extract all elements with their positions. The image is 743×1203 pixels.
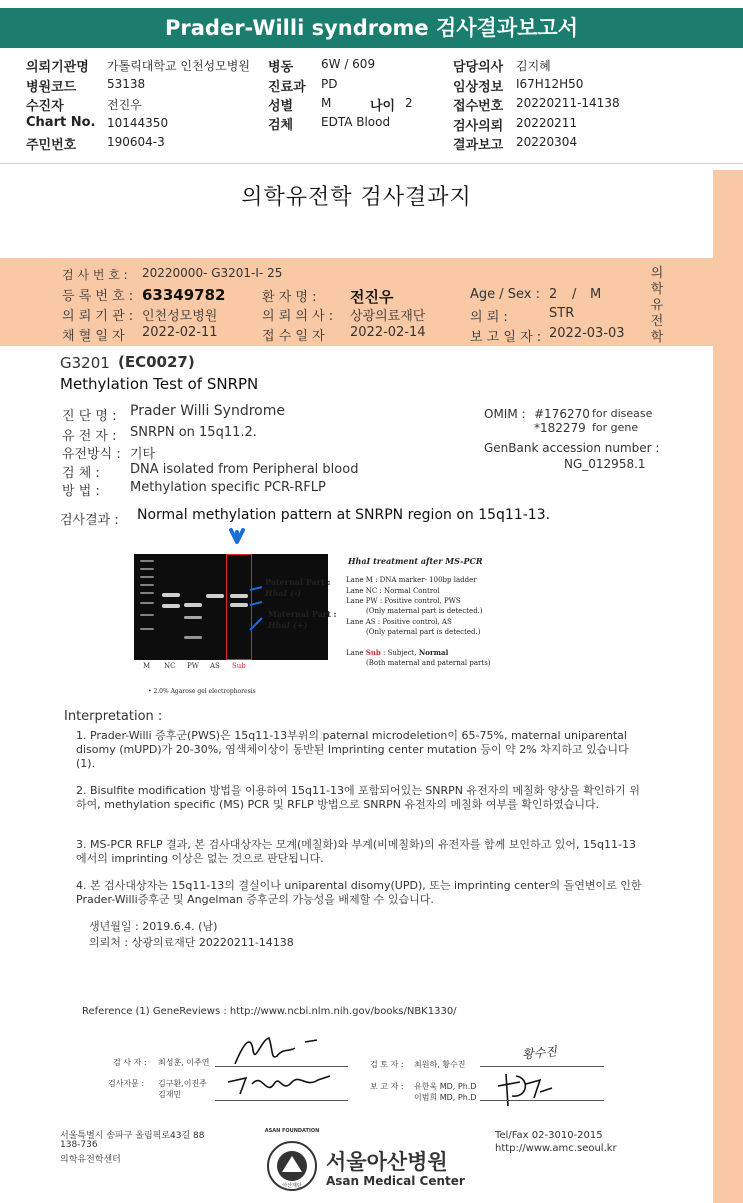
signature-stroke <box>228 1076 330 1094</box>
reviewer: 최원하, 황수진 <box>414 1060 466 1069</box>
logo-sub: 아산재단 <box>282 1183 302 1189</box>
interpretation-paragraph: 2. Bisulfite modification 방법을 이용하여 15q11-13에 포함되어있는 SNRPN 유전자의 메칠화 양상을 확인하기 위하여, methylation specific (MS) PCR 및 RFLP 방법으로 SNRPN 유전자의 메칠화 여부를 확인하였습니다. <box>76 784 640 811</box>
gel-band <box>140 602 154 604</box>
maternal-enzyme: HhaI (+) <box>268 620 308 630</box>
report-header <box>0 50 743 158</box>
doctor: 상광의료재단 <box>350 309 426 324</box>
header-field: 병원코드 <box>26 80 77 95</box>
header-value: M <box>321 96 332 110</box>
inheritance: 기타 <box>130 447 156 462</box>
report-date-label: 보 고 일 자 : <box>470 330 542 345</box>
reg-no: 63349782 <box>142 286 226 304</box>
header-field: 임상정보 <box>453 80 504 95</box>
legend-sub-normal: Normal <box>418 648 449 657</box>
reviewer-signature: 황수진 <box>521 1044 558 1062</box>
requester-note: 의뢰처 : 상광의료재단 20220211-14138 <box>89 936 294 949</box>
detail-label: 유 전 자 : <box>62 429 117 444</box>
arrow-down-shape <box>231 530 243 542</box>
header-field: 수진자 <box>26 99 64 114</box>
legend-line: Lane NC : Normal Control <box>346 587 440 595</box>
reference: Reference (1) GeneReviews : http://www.ncbi.nlm.nih.gov/books/NBK1330/ <box>82 1006 457 1017</box>
document-title: 의학유전학 검사결과지 <box>241 185 472 210</box>
reviewer-label: 검 토 자 : <box>370 1060 404 1069</box>
header-value: 6W / 609 <box>321 57 376 71</box>
institution: 인천성모병원 <box>142 309 218 324</box>
test-code: G3201 <box>60 354 110 372</box>
gel-band <box>140 592 154 594</box>
report-title: Prader-Willi syndrome 검사결과보고서 <box>0 8 743 48</box>
header-value: EDTA Blood <box>321 115 391 129</box>
lane-label: PW <box>187 662 199 670</box>
address-line-1: 서울특별시 송파구 올림픽로43길 88 <box>60 1131 205 1141</box>
hospital-name-en: Asan Medical Center <box>326 1174 465 1188</box>
gel-band <box>184 603 202 607</box>
age: 2 <box>549 287 558 302</box>
interpretation-paragraph: 4. 본 검사대상자는 15q11-13의 결실이나 uniparental disomy(UPD), 또는 imprinting center의 돌연변이로 인한 Prader-Willi증후군 및 Angelman 증후군의 가능성을 배제할 수 있습니다. <box>76 879 642 906</box>
gel-band <box>140 628 154 630</box>
detail-label: 검 체 : <box>62 466 100 481</box>
maternal-arrow-2 <box>250 618 262 630</box>
genbank-label: GenBank accession number : <box>484 441 660 455</box>
advisor-2: 김재민 <box>158 1090 182 1099</box>
tel-fax: Tel/Fax 02-3010-2015 <box>495 1130 603 1141</box>
header-value: I67H12H50 <box>516 77 584 91</box>
header-field: 검체 <box>268 118 294 133</box>
paternal-enzyme: HhaI (-) <box>265 588 301 598</box>
legend-title: HhaI treatment after MS-PCR <box>348 556 483 566</box>
doctor-label: 의 뢰 의 사 : <box>262 309 334 324</box>
header-value: 전진우 <box>107 98 142 112</box>
reporter-label: 보 고 자 : <box>370 1082 404 1091</box>
legend-line: (Only maternal part is detected.) <box>366 607 483 615</box>
maternal-label: Maternal Part : <box>268 609 337 619</box>
result-label: 검사결과 : <box>60 513 119 528</box>
exam-no: 20220000- G3201-I- 25 <box>142 266 283 280</box>
interpretation-title: Interpretation : <box>64 709 163 724</box>
header-value: 김지혜 <box>516 59 551 73</box>
header-field: 결과보고 <box>453 138 504 153</box>
signature-line <box>215 1100 348 1101</box>
header-value: 190604-3 <box>107 135 165 149</box>
gene: SNRPN on 15q11.2. <box>130 425 257 440</box>
collect-date: 2022-02-11 <box>142 325 218 340</box>
signature-stroke <box>235 1038 317 1064</box>
header-field: 진료과 <box>268 80 306 95</box>
lane-label: M <box>143 662 151 670</box>
header-divider <box>0 163 743 164</box>
header-field: 성별 <box>268 99 294 114</box>
header-field: 의뢰기관명 <box>26 60 89 75</box>
signature-stroke <box>498 1074 552 1106</box>
gel-band <box>162 593 180 597</box>
gel-caption: • 2.0% Agarose gel electrophoresis <box>148 688 256 695</box>
method: Methylation specific PCR-RFLP <box>130 480 326 495</box>
header-value: PD <box>321 77 338 91</box>
header-field: Chart No. <box>26 115 96 130</box>
institution-label: 의 뢰 기 관 : <box>62 309 134 324</box>
sex: M <box>590 287 602 302</box>
reg-no-label: 등 록 번 호 : <box>62 289 134 304</box>
omim-gene: *182279 <box>534 421 586 435</box>
advisor: 김구환,이진주 <box>158 1079 207 1088</box>
paternal-label: Paternal Part : <box>265 577 331 587</box>
header-field: 담당의사 <box>453 60 504 75</box>
gel-band <box>206 594 224 598</box>
patient-name: 전진우 <box>350 288 394 306</box>
legend-line: Lane M : DNA marker- 100bp ladder <box>346 576 477 584</box>
legend-line: Lane AS : Positive control, AS <box>346 618 452 626</box>
interpretation-paragraph: 1. Prader-Willi 증후군(PWS)은 15q11-13부위의 paternal microdeletion이 65-75%, maternal uniparental disomy (mUPD)가 20-30%, 염색체이상이 동반된 Imprinting center mutation 등이 약 2% 차지하고 있습니다 (1). <box>76 729 629 770</box>
header-value: 10144350 <box>107 116 169 130</box>
legend-line: Lane PW : Positive control, PWS <box>346 597 461 605</box>
omim-label: OMIM : <box>484 407 526 421</box>
lane-label: AS <box>210 662 220 670</box>
hospital-name-kr: 서울아산병원 <box>326 1150 448 1174</box>
birth-note: 생년월일 : 2019.6.4. (남) <box>89 920 218 933</box>
ward-label: 의 뢰 : <box>470 310 508 325</box>
gel-band <box>184 636 202 639</box>
exam-no-label: 검 사 번 호 : <box>62 268 128 282</box>
examiner-label: 검 사 자 : <box>113 1058 147 1067</box>
side-label: 의학유전학 <box>650 266 664 345</box>
header-value: 53138 <box>107 77 146 91</box>
side-band <box>713 170 743 1203</box>
header-field: 병동 <box>268 60 294 75</box>
detail-label: 방 법 : <box>62 484 100 499</box>
legend-line: (Only paternal part is detected.) <box>366 628 481 636</box>
detail-label: 유전방식 : <box>62 447 121 462</box>
test-name: Methylation Test of SNRPN <box>60 375 259 393</box>
legend-sub-prefix: Lane <box>346 649 364 657</box>
gel-image <box>134 554 331 660</box>
patient-name-label: 환 자 명 : <box>262 290 317 305</box>
specimen: DNA isolated from Peripheral blood <box>130 462 359 477</box>
website-link[interactable]: http://www.amc.seoul.kr <box>495 1143 617 1154</box>
reporter-signature <box>490 1068 560 1112</box>
omim-gene-text: for gene <box>592 421 639 434</box>
age-sex-label: Age / Sex : <box>470 287 541 302</box>
examiner-signature <box>225 1030 335 1070</box>
reporter-2: 이범희 MD, Ph.D <box>414 1093 477 1102</box>
advisor-label: 검사자문 : <box>108 1079 145 1088</box>
interpretation-paragraph: 3. MS-PCR RFLP 결과, 본 검사대상자는 모계(메칠화)와 부계(비메칠화)의 유전자를 함께 보인하고 있어, 15q11-13에서의 imprinting 이상은 없는 것으로 판단됩니다. <box>76 838 636 865</box>
bracket-arrows <box>248 574 264 634</box>
receive-date: 2022-02-14 <box>350 325 426 340</box>
department: 의학유전학센터 <box>60 1155 121 1165</box>
paternal-arrow <box>250 587 262 590</box>
header-field: 나이 <box>370 99 396 114</box>
collect-date-label: 채 혈 일 자 <box>62 329 125 344</box>
lane-label: NC <box>164 662 176 670</box>
diagnosis: Prader Willi Syndrome <box>130 403 285 419</box>
arrow-down-icon <box>226 528 248 552</box>
address-line-2: 138-736 <box>60 1140 98 1150</box>
ward: STR <box>549 306 575 321</box>
gel-band <box>140 614 154 616</box>
gel-band <box>140 584 154 586</box>
examiner: 최성훈, 이주연 <box>158 1058 210 1067</box>
header-field: 접수번호 <box>453 99 504 114</box>
signature-line <box>480 1100 604 1101</box>
receive-date-label: 접 수 일 자 <box>262 329 325 344</box>
genbank: NG_012958.1 <box>564 457 646 471</box>
reporter: 유한욱 MD, Ph.D <box>414 1082 477 1091</box>
header-value: 20220211 <box>516 116 578 130</box>
legend-sub-lane: Sub <box>365 648 381 657</box>
logo-text: ASAN FOUNDATION <box>264 1128 320 1134</box>
maternal-arrow-1 <box>250 602 262 605</box>
result-text: Normal methylation pattern at SNRPN region on 15q11-13. <box>137 507 551 523</box>
header-value: 20220304 <box>516 135 578 149</box>
report-date: 2022-03-03 <box>549 326 625 341</box>
detail-label: 진 단 명 : <box>62 409 117 424</box>
age-sex-divider: / <box>572 287 577 302</box>
gel-band <box>140 560 154 562</box>
test-code-2: (EC0027) <box>118 353 195 371</box>
header-value: 2 <box>405 96 413 110</box>
lane-label-subject: Sub <box>232 662 246 670</box>
header-field: 검사의뢰 <box>453 119 504 134</box>
gel-band <box>184 616 202 619</box>
header-value: 20220211-14138 <box>516 96 620 110</box>
gel-band <box>140 568 154 570</box>
header-value: 가톨릭대학교 인천성모병원 <box>107 59 250 73</box>
advisor-signature <box>222 1066 352 1102</box>
omim-disease-text: for disease <box>592 407 653 420</box>
legend-line: (Both maternal and paternal parts) <box>366 659 491 667</box>
gel-band <box>140 576 154 578</box>
signature-line <box>480 1066 604 1067</box>
legend-sub-rest: : Subject, <box>383 649 417 657</box>
gel-band <box>162 604 180 608</box>
omim-disease: #176270 <box>534 407 590 421</box>
header-field: 주민번호 <box>26 138 77 153</box>
